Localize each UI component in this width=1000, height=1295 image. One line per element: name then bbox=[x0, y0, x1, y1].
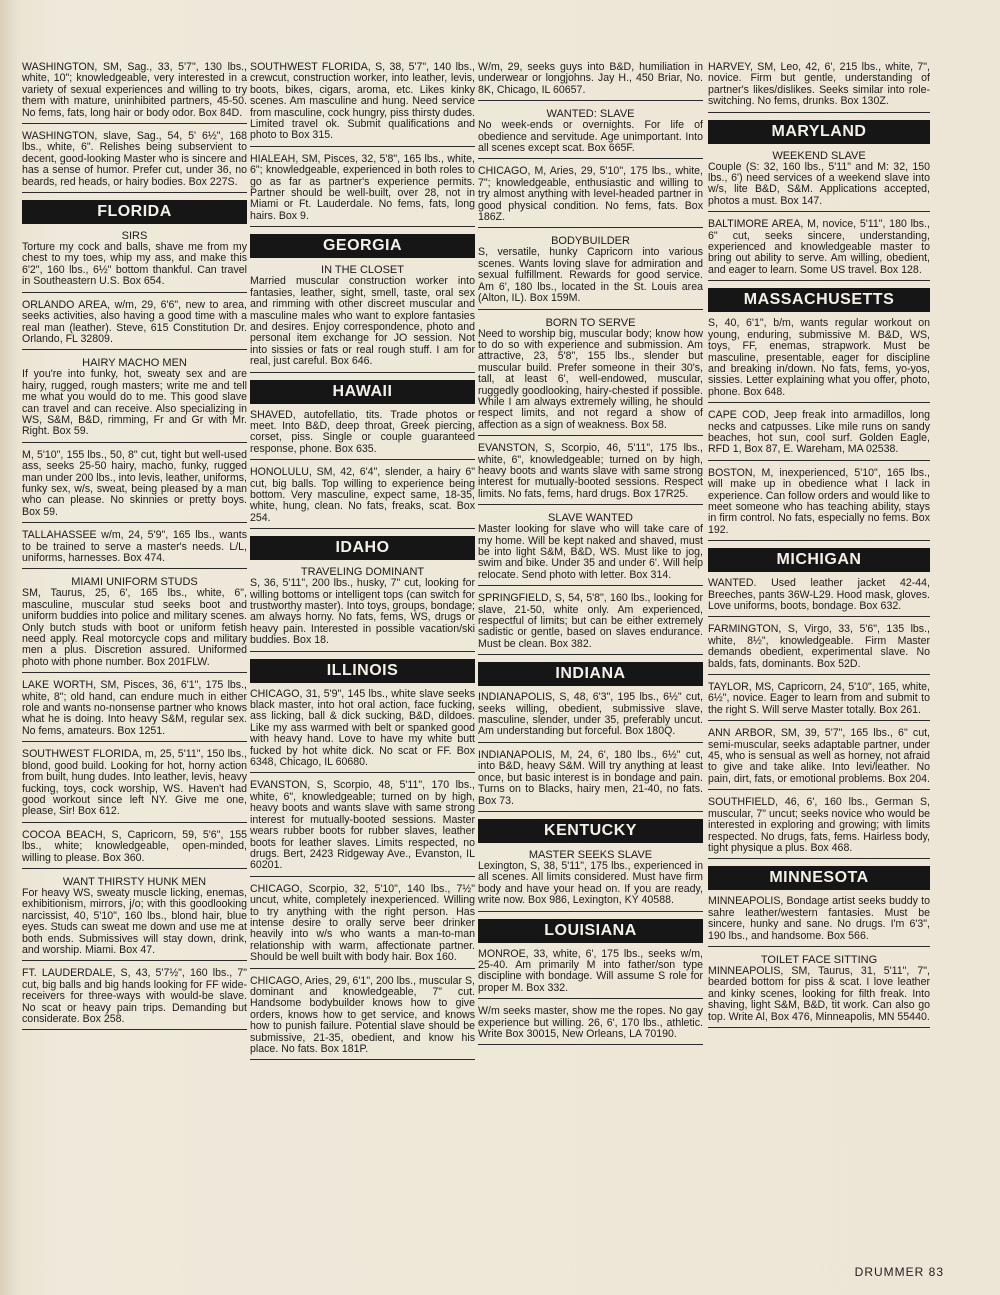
ad-text: SM, Taurus, 25, 6', 165 lbs., white, 6", masculine, muscular stud seeks boot and uniform buddies into police and military scenes. Only butch studs with boot or uniform fetish need apply. Real motorcycle cops and military men a plus. Discretion assured. Uniformed photo with phone number. Box 201FLW. bbox=[22, 587, 247, 668]
ad-text: LAKE WORTH, SM, Pisces, 36, 6'1", 175 lbs., white, 8"; old hand, can endure much in either role and wants no-nonsense partner who knows what he is doing. Into heavy S&M, regular sex. No fems, amateurs. Box 1251. bbox=[22, 679, 247, 737]
ad-text: SHAVED, autofellatio, tits. Trade photos or meet. Into B&D, deep throat, Greek piercing, corset, piss. Single or couple guaranteed response, phone. Box 635. bbox=[250, 408, 475, 455]
classified-ad bbox=[250, 780, 475, 876]
classified-ad bbox=[708, 410, 930, 461]
ad-text: No week-ends or overnights. For life of obedience and servitude. Age unimportant. Into all scenes except scat. Box 665F. bbox=[478, 119, 703, 155]
classified-ad bbox=[708, 624, 930, 675]
classified-ad bbox=[250, 62, 475, 147]
state-heading: MINNESOTA bbox=[708, 866, 930, 890]
ad-text: SOUTHWEST FLORIDA, m, 25, 5'11", 150 lbs., blond, good build. Looking for hot, horny action from built, hung dudes. Into leather, levis, heavy fucking, toys, cock worship, WS. Haven't had good workout since left NY. Give me one, please, Sir! Box 612. bbox=[22, 748, 247, 818]
ad-text: ANN ARBOR, SM, 39, 5'7", 165 lbs., 6" cut, semi-muscular, seeks adaptable partner, under 45, who is sensual as well as horney, not afraid to give and take alike. Into levi/leather. No pain, dirt, fats, or emotional problems. Box 204. bbox=[708, 727, 930, 785]
ad-text: W/m, 29, seeks guys into B&D, humiliation in underwear or longjohns. Jay H., 450 Briar, No. 8K, Chicago, IL 60657. bbox=[478, 61, 703, 96]
ad-headline: MASTER SEEKS SLAVE bbox=[528, 848, 653, 861]
classified-ad bbox=[708, 728, 930, 790]
state-heading: ILLINOIS bbox=[250, 659, 475, 683]
ad-text: COCOA BEACH, S, Capricorn, 59, 5'6", 155 lbs., white; knowledgeable, open-minded, willing to please. Box 360. bbox=[22, 828, 247, 864]
ad-text: SOUTHWEST FLORIDA, S, 38, 5'7", 140 lbs., crewcut, construction worker, into leather, levis, boots, bikes, cigars, aroma, etc. Likes kinky scenes. Am masculine and hung. Need service from masculine, cock hungry, piss thirsty dudes. Limited travel ok. Submit qualifications and photo to Box 315. bbox=[250, 61, 475, 142]
ad-text: Master looking for slave who will take care of my home. Will be kept naked and shaved, must be into light S&M, B&D, WS. Must like to jog, swim and bike. Under 35 and under 6'. Will help relocate. Send photo with letter. Box 314. bbox=[478, 523, 703, 581]
ad-headline: WANTED: SLAVE bbox=[546, 108, 635, 121]
ad-headline: SIRS bbox=[121, 230, 148, 243]
classified-ad bbox=[708, 219, 930, 281]
state-heading: INDIANA bbox=[478, 662, 703, 686]
ad-text: WANTED. Used leather jacket 42-44, Breeches, pants 36W-L29. Hood mask, gloves. Love uniforms, boots, bondage. Box 632. bbox=[708, 577, 930, 612]
state-heading: FLORIDA bbox=[22, 200, 247, 224]
classified-ad bbox=[478, 443, 703, 505]
ad-headline: IN THE CLOSET bbox=[321, 264, 404, 277]
ad-text: HIALEAH, SM, Pisces, 32, 5'8", 165 lbs., white, 6"; knowledgeable, experienced in both roles to go as far as partner's experience permits. Partner should be well-built, over 28, not in Miami or Ft. Lauderdale. No fems, fats, long hairs. Box 9. bbox=[250, 152, 475, 222]
classified-ad bbox=[478, 62, 703, 101]
classified-ad bbox=[478, 166, 703, 228]
classified-ad bbox=[250, 154, 475, 227]
ad-text: TAYLOR, MS, Capricorn, 24, 5'10", 165, white, 6½", novice. Eager to learn from and submit to the right S. Will serve Master totally. Box 261. bbox=[708, 681, 930, 716]
ad-text: FARMINGTON, S, Virgo, 33, 5'6", 135 lbs., white, 8½", knowledgeable. Firm Master demands obedient, experimental slave. No balds, fats, dominants. Box 52D. bbox=[708, 623, 930, 670]
state-heading: MARYLAND bbox=[708, 120, 930, 144]
classified-ad bbox=[478, 692, 703, 743]
ad-headline: MIAMI UNIFORM STUDS bbox=[71, 576, 198, 589]
ad-headline: TRAVELING DOMINANT bbox=[300, 566, 425, 579]
column-1 bbox=[22, 62, 247, 1037]
ad-text: WASHINGTON, SM, Sag., 33, 5'7", 130 lbs., white, 10"; knowledgeable, very interested in a variety of sexual experiences and willing to try them with mature, uninhibited partners, 45-50. No fems, fats, long hair or body odor. Box 84D. bbox=[22, 61, 247, 119]
classified-ad bbox=[22, 300, 247, 351]
classified-ad bbox=[478, 317, 703, 437]
ad-text: SOUTHFIELD, 46, 6', 160 lbs., German S, muscular, 7" uncut; seeks novice who would be interested in exploring and growing; with limits respected. No drugs, fats, fems. Hairless body, tight physique a plus. Box 468. bbox=[708, 796, 930, 854]
ad-text: INDIANAPOLIS, S, 48, 6'3", 195 lbs., 6½" cut, seeks willing, obedient, submissive slave, masculine, slender, under 35, preferably uncut. Am understanding but forceful. Box 180Q. bbox=[478, 691, 703, 738]
ad-text: ORLANDO AREA, w/m, 29, 6'6", new to area, seeks activities, also having a good time with a real man (leather). Steve, 615 Constitution Dr. Orlando, FL 32809. bbox=[22, 298, 247, 345]
classified-ad bbox=[708, 578, 930, 617]
classified-ad bbox=[708, 896, 930, 947]
classified-ad bbox=[708, 62, 930, 113]
classified-ad bbox=[708, 682, 930, 721]
column-4 bbox=[708, 62, 930, 1035]
ad-text: WASHINGTON, slave, Sag., 54, 5' 6½", 168 lbs., white, 6". Relishes being subservient to decent, good-looking Master who is sincere and has a sense of humor. Prefer cut, under 36, no beards, red heads, or hairy bodies. Box 227S. bbox=[22, 130, 247, 188]
column-3 bbox=[478, 62, 703, 1052]
classified-ad bbox=[478, 593, 703, 655]
column-2 bbox=[250, 62, 475, 1067]
classified-ad bbox=[250, 566, 475, 651]
ad-text: MINNEAPOLIS, Bondage artist seeks buddy to sahre leather/western fantasies. Must be sincere, hunky and sane. No drugs. I'm 6'3", 190 lbs., and handsome. Box 566. bbox=[708, 895, 930, 942]
ad-text: W/m seeks master, show me the ropes. No gay experience but willing. 26, 6', 170 lbs., athletic. Write Box 30015, New Orleans, LA 70190. bbox=[478, 1005, 703, 1040]
ad-text: Need to worship big, muscular body; know how to do so with experience and submission. Am attractive, 23, 5'8", 155 lbs., slender but muscular build. Prefer someone in their 30's, tall, at least 6', well-endowed, muscular, ruggedly goodlooking, hairy-chested if possible. While I am always extremely willing, he should respect limits, and not regard a show of affection as a sign of weakness. Box 58. bbox=[478, 327, 703, 431]
ad-text: CHICAGO, M, Aries, 29, 5'10", 175 lbs., white, 7"; knowledgeable, enthusiastic and willing to try almost anything with level-headed partner in good physical condition. No fems, fats. Box 186Z. bbox=[478, 165, 703, 224]
ad-text: S, versatile, hunky Capricorn into various scenes. Wants loving slave for admiration and sexual fulfillment. Rewards for good service. Am 6', 180 lbs., located in the St. Louis area (Alton, IL). Box 159M. bbox=[478, 246, 703, 305]
classified-ad bbox=[708, 954, 930, 1028]
classified-ad bbox=[478, 750, 703, 812]
ad-text: S, 40, 6'1", b/m, wants regular workout on young, enduring, submissive M. B&D, WS, toys, FF, enemas, strapwork. Must be masculine, presentable, eager for discipline and breaking in/down. No fats, fems, yo-yos, sissies. Letter explaining what you offer, photo, phone. Box 648. bbox=[708, 317, 930, 398]
classified-ad bbox=[708, 468, 930, 541]
classified-ad bbox=[22, 876, 247, 961]
classified-ad bbox=[708, 150, 930, 213]
ad-headline: BODYBUILDER bbox=[551, 235, 630, 248]
state-heading: HAWAII bbox=[250, 380, 475, 404]
classified-ad bbox=[250, 689, 475, 774]
ad-text: HONOLULU, SM, 42, 6'4", slender, a hairy 6" cut, big balls. Top willing to experience being bottom. Very masculine, expect same, 18-35, white, hung, clean. No fats, freaks, scat. Box 254. bbox=[250, 466, 475, 524]
ad-text: TALLAHASSEE w/m, 24, 5'9", 165 lbs., wants to be trained to serve a master's needs. L/L, uniforms, harnesses. Box 474. bbox=[22, 529, 247, 564]
ad-headline: SLAVE WANTED bbox=[548, 512, 633, 525]
classified-ad bbox=[478, 1006, 703, 1045]
ad-headline: BORN TO SERVE bbox=[545, 316, 636, 329]
ad-headline: WEEKEND SLAVE bbox=[772, 149, 866, 162]
ad-text: CHICAGO, Scorpio, 32, 5'10", 140 lbs., 7½" uncut, white, completely inexperienced. Willing to try anything with the right person. Has intense desire to orally serve beer drinker heavily into w/s who wants a man-to-man relationship with warm, affectionate partner. Should be well built with body hair. Box 160. bbox=[250, 882, 475, 964]
ad-text: BALTIMORE AREA, M, novice, 5'11", 180 lbs., 6" cut, seeks sincere, understanding, experienced and knowledgeable master to bring out ability to serve. Am willing, obedient, and eager to learn. Some US travel. Box 128. bbox=[708, 218, 930, 276]
ad-text: M, 5'10", 155 lbs., 50, 8" cut, tight but well-used ass, seeks 25-50 hairy, macho, funky, rugged man under 200 lbs., into levis, leather, uniforms, funky sex, w/s, sweat, being pleased by a man who can please. No skinnies or pretty boys. Box 59. bbox=[22, 448, 247, 518]
classified-ad bbox=[250, 976, 475, 1061]
state-heading: MICHIGAN bbox=[708, 548, 930, 572]
ad-text: CHICAGO, Aries, 29, 6'1", 200 lbs., muscular S, dominant and knowledgeable, 7" cut. Handsome bodybuilder knows how to give orders, knows how to get service, and knows how to punish failure. Potential slave should be submissive, 21-35, obedient, and know his place. No fats. Box 181P. bbox=[250, 974, 475, 1055]
classified-ad bbox=[478, 849, 703, 912]
page-folio: DRUMMER 83 bbox=[854, 1265, 944, 1279]
ad-text: HARVEY, SM, Leo, 42, 6', 215 lbs., white, 7", novice. Firm but gentle, understanding of partner's likes/dislikes. Seeks similar into role-switching. No fems, drunks. Box 130Z. bbox=[708, 61, 930, 108]
classified-ad bbox=[22, 450, 247, 523]
ad-headline: TOILET FACE SITTING bbox=[760, 953, 878, 966]
ad-text: Lexington, S, 38, 5'11", 175 lbs., experienced in all scenes. All limits considered. Must have firm body and have your head on. If you are ready, write now. Box 986, Lexington, KY 40588. bbox=[478, 859, 703, 907]
ad-headline: HAIRY MACHO MEN bbox=[82, 357, 187, 370]
ad-text: Married muscular construction worker into fantasies, leather, sight, smell, taste, oral sex and rimming with other discreet muscular and masculine males who want to explore fantasies and desires. Enjoy correspondence, photo and personal item exchange for JO session. Not into sissies or fats or real rough stuff. I am for real, just careful. Box 646. bbox=[250, 275, 475, 368]
ad-text: BOSTON, M, inexperienced, 5'10", 165 lbs., will make up in obedience what I lack in experience. Can follow orders and would like to meet someone who has teaching ability, stays in firm control. No fats, especially no fems. Box 192. bbox=[708, 466, 931, 536]
classified-ad bbox=[22, 62, 247, 124]
state-heading: LOUISIANA bbox=[478, 919, 703, 943]
classified-ad bbox=[22, 968, 247, 1030]
state-heading: IDAHO bbox=[250, 536, 475, 560]
classified-ad bbox=[22, 230, 247, 293]
classified-ad bbox=[22, 357, 247, 442]
classified-ad bbox=[250, 410, 475, 461]
classified-ad bbox=[22, 680, 247, 742]
classified-ad bbox=[22, 576, 247, 673]
ad-text: SPRINGFIELD, S, 54, 5'8", 160 lbs., looking for slave, 21-50, white only. Am experienced, respectful of limits; but can be either extremely sadistic or gentle, based on slaves endurance. Must be clean. Box 382. bbox=[478, 592, 703, 650]
classified-ad bbox=[250, 264, 475, 372]
ad-text: MINNEAPOLIS, SM, Taurus, 31, 5'11", 7", bearded bottom for piss & scat. I love leather and kinky scenes, looking for filth freak. Into shaving, light S&M, B&D, tit work. Can also go top. Write Al, Box 476, Minneapolis, MN 55440. bbox=[708, 964, 930, 1023]
classified-ad bbox=[478, 235, 703, 309]
ad-text: INDIANAPOLIS, M, 24, 6', 180 lbs., 6½" cut, into B&D, heavy S&M. Will try anything at least once, but basic interest is in bondage and pain. Turns on to Blacks, hairy men, 21-40, no fats. Box 73. bbox=[478, 748, 703, 807]
ad-text: For heavy WS, sweaty muscle licking, enemas, exhibitionism, mirrors, j/o; with this goodlooking narcissist, 40, 5'10", 160 lbs., blond hair, blue eyes. Studs can sweat me down and use me at both ends. Submissives will stay down, drink, and worship. Miami. Box 47. bbox=[22, 886, 247, 956]
classified-ad bbox=[22, 131, 247, 193]
ad-text: Torture my cock and balls, shave me from my chest to my toes, whip my ass, and make this 6'2", 160 lbs., 6½" bottom thankful. Can travel in Southeastern U.S. Box 654. bbox=[22, 241, 247, 288]
classified-ad bbox=[708, 318, 930, 403]
ad-text: EVANSTON, S, Scorpio, 46, 5'11", 175 lbs., white, 6", knowledgeable; turned on by high, heavy boots and wants slave with same strong interest for mutually-booted sessions. Respect limits. No fats, fems, hard drugs. Box 17R25. bbox=[478, 442, 703, 500]
classified-ad bbox=[478, 949, 703, 1000]
ad-text: CHICAGO, 31, 5'9", 145 lbs., white slave seeks black master, into hot oral action, face fucking, ass licking, ball & dick sucking, B&D, dildoes. Like my ass warmed with belt or spanked good with heavy hand. Love to have my white butt fucked by hot white dick. No scat or FF. Box 6348, Chicago, IL 60680. bbox=[250, 687, 475, 769]
ad-text: MONROE, 33, white, 6', 175 lbs., seeks w/m, 25-40. Am primarily M into father/son type discipline with bondage. Will assume S role for proper M. Box 332. bbox=[478, 947, 703, 994]
classified-ad bbox=[250, 884, 475, 969]
ad-text: FT. LAUDERDALE, S, 43, 5'7½", 160 lbs., 7" cut, big balls and big hands looking for FF wide-receivers for three-ways with would-be slave. No scat or heavy pain trips. Demanding but considerate. Box 258. bbox=[22, 967, 247, 1025]
state-heading: MASSACHUSETTS bbox=[708, 288, 930, 312]
classified-ad bbox=[478, 108, 703, 159]
classified-ad bbox=[22, 530, 247, 569]
classified-ad bbox=[478, 512, 703, 586]
ad-headline: WANT THIRSTY HUNK MEN bbox=[62, 875, 207, 888]
classified-ad bbox=[22, 749, 247, 822]
state-heading: KENTUCKY bbox=[478, 819, 703, 843]
classified-ad bbox=[708, 797, 930, 859]
ad-text: CAPE COD, Jeep freak into armadillos, long necks and catpusses. Like mile runs on sandy beaches, hot sun, cool surf. Golden Eagle, RFD 1, Box 87, E. Wareham, MA 02538. bbox=[708, 409, 930, 456]
classified-ad bbox=[250, 467, 475, 529]
ad-text: EVANSTON, S, Scorpio, 48, 5'11", 170 lbs., white, 6", knowledgeable; turned on by high, heavy boots and wants slave with same strong interest for mutually-booted sessions. Master wears rubber boots for rubber slaves, leather boots for leather slaves. Limits respected, no drugs. Bert, 2423 Ridgeway Ave., Evanston, IL 60201. bbox=[250, 779, 475, 872]
ad-text: S, 36, 5'11", 200 lbs., husky, 7" cut, looking for willing bottoms or intelligent tops (can switch for trustworthy master). Into toys, groups, bondage; am always horny. No fats, fems, WS, drugs or heavy pain. Interested in possible vacation/ski buddies. Box 18. bbox=[250, 577, 475, 647]
classified-ad bbox=[22, 830, 247, 869]
ad-text: If you're into funky, hot, sweaty sex and are hairy, rugged, rough masters; write me and tell me what you would do to me. This good slave can travel and can receive. Also specializing in WS, S&M, B&D, rimming, Fr and Gr with Mr. Right. Box 59. bbox=[22, 368, 247, 438]
state-heading: GEORGIA bbox=[250, 234, 475, 258]
ad-text: Couple (S: 32, 160 lbs., 5'11" and M: 32, 150 lbs., 6') need services of a weekend slave into w/s, lite B&D, S&M. Applications accepted, photos a must. Box 147. bbox=[708, 160, 930, 207]
